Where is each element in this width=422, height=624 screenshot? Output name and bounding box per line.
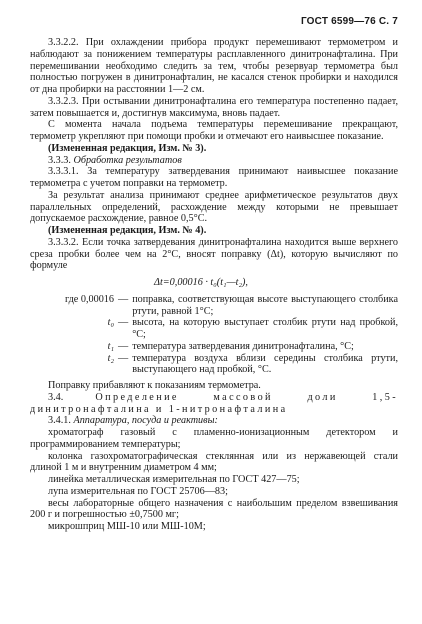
section-title: Определение массовой доли 1,5-динитронафталина и 1-нитронафталина [30, 391, 398, 415]
paragraph-result-average: За результат анализа принимают среднее арифметическое результатов двух параллельных определений, расхождение между которыми не превышает допускаемое расхождение, равное 0,5°С. [30, 189, 398, 225]
paragraph-3-3-3-2: 3.3.3.2. Если точка затвердевания динитронафталина находится выше верхнего среза пробки более чем на 2°С, вносят поправку (Δt), которую вычисляют по формуле [30, 236, 398, 272]
definition-dash: — [118, 340, 129, 352]
definition-term: t₀ [107, 317, 114, 329]
definition-dash: — [118, 352, 129, 364]
paragraph-cooling-note: С момента начала подъема температуры перемешивание прекращают, термометр укрепляют при помощи пробки и отмечают его наивысшее показание. [30, 119, 398, 142]
definition-term: t₂ [107, 352, 114, 364]
section-title: Аппаратура, посуда и реактивы: [73, 415, 218, 427]
definition-item [30, 341, 398, 353]
equipment-item: хроматограф газовый с пламенно-ионизационным детектором и программированием температуры; [30, 427, 398, 450]
definition-term: t₁ [107, 340, 114, 352]
paragraph-3-3-2-2: 3.3.2.2. При охлаждении прибора продукт перемешивают термометром и наблюдают за понижением температуры расплавленного динитронафталина. При перемешивании необходимо следить за тем, чтобы резервуар термометра был полностью погружен в динитронафталин, не касался стенок пробирки и находился от дна пробирки на расстоянии 1—2 см. [30, 37, 398, 95]
equipment-item: лупа измерительная по ГОСТ 25706—83; [48, 485, 228, 497]
equipment-item: колонка газохроматографическая стеклянная или из нержавеющей стали длиной 1 м и внутренним диаметром 4 мм; [30, 450, 398, 474]
section-number: 3.4. [48, 391, 64, 403]
section-3-3-3-heading [30, 155, 398, 167]
definition-item [30, 294, 398, 318]
equipment-item: линейка металлическая измерительная по ГОСТ 427—75; [48, 474, 300, 485]
definition-term: где 0,00016 [64, 293, 114, 305]
section-3-4-1-heading [30, 415, 398, 427]
definition-item [30, 317, 398, 341]
section-title: Обработка результатов [73, 154, 182, 166]
definition-dash: — [118, 317, 129, 329]
page-header: ГОСТ 6599—76 С. 7 [300, 16, 398, 27]
definition-desc: температура воздуха вблизи середины столбика ртути, выступающего над пробкой, °С. [132, 352, 398, 376]
definition-desc: температура затвердевания динитронафталина, °С; [132, 340, 354, 352]
definition-dash: — [118, 293, 129, 305]
equipment-item: микрошприц МШ-10 или МШ-10М; [48, 521, 206, 532]
section-number: 3.4.1. [48, 415, 71, 427]
paragraph-3-3-3-1: 3.3.3.1. За температуру затвердевания принимают наивысшее показание термометра с учетом поправки на термометр. [30, 166, 398, 189]
amendment-note-3: (Измененная редакция, Изм. № 3). [48, 142, 207, 154]
amendment-note-4: (Измененная редакция, Изм. № 4). [48, 225, 207, 236]
formula-definitions [30, 294, 398, 376]
equipment-item: весы лабораторные общего назначения с наибольшим пределом взвешивания 200 г и погрешностью ±0,7500 мг; [30, 497, 398, 521]
section-3-4-heading [30, 392, 398, 416]
document-body [30, 37, 398, 533]
definition-item [30, 353, 398, 377]
paragraph-correction-add: Поправку прибавляют к показаниям термометра. [48, 380, 261, 391]
correction-formula: Δt=0,00016 · t₀(t₁—t₂), [154, 277, 248, 288]
section-number: 3.3.3. [48, 154, 71, 166]
definition-desc: поправка, соответствующая высоте выступающего столбика ртути, равной 1°С; [132, 293, 398, 317]
paragraph-3-3-2-3: 3.3.2.3. При остывании динитронафталина его температура постепенно падает, затем повышается и, достигнув максимума, вновь падает. [30, 95, 398, 119]
definition-desc: высота, на которую выступает столбик ртути над пробкой, °С; [132, 317, 398, 340]
